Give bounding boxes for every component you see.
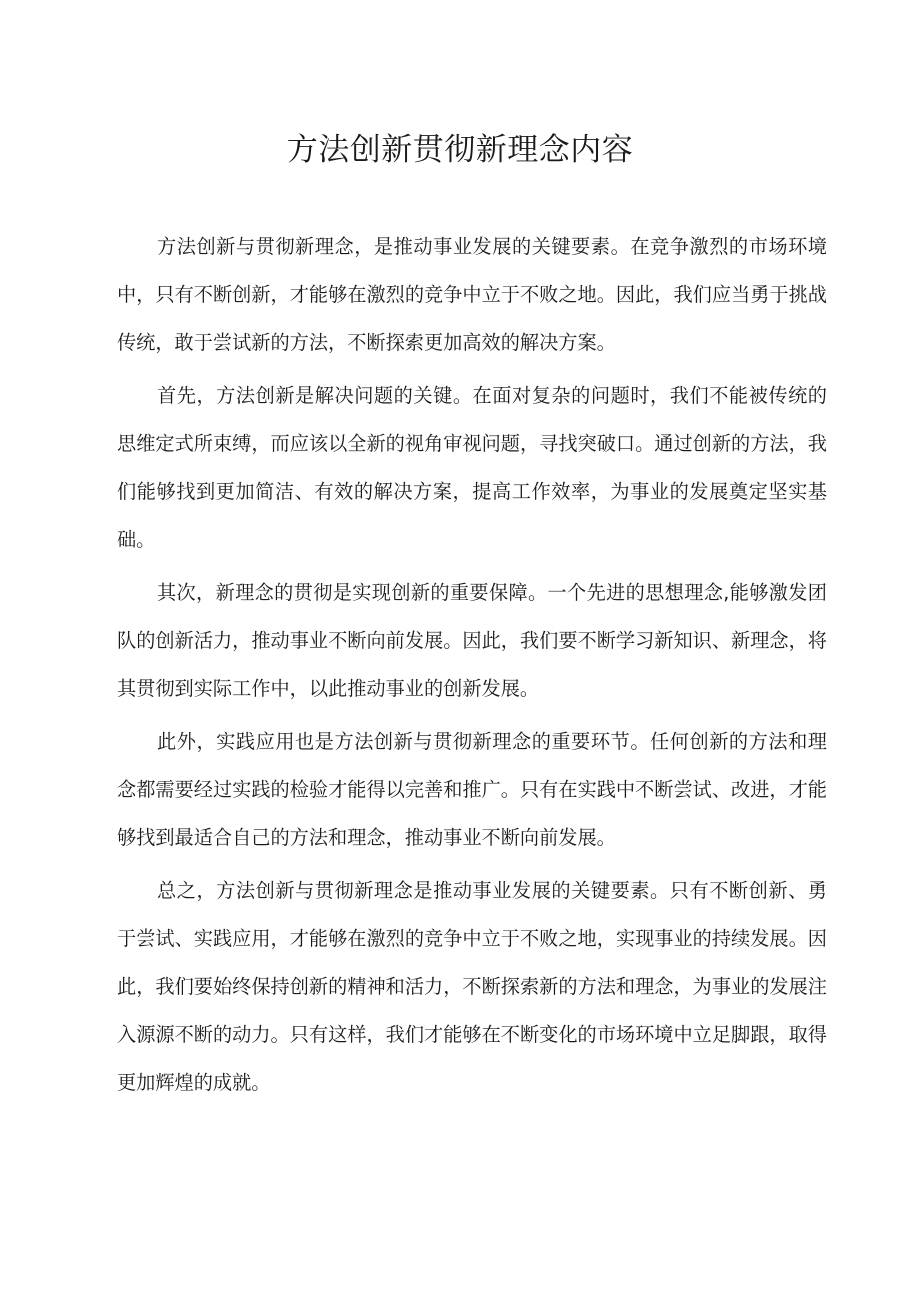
paragraph-5: 总之，方法创新与贯彻新理念是推动事业发展的关键要素。只有不断创新、勇于尝试、实践应用，才能够在激烈的竞争中立于不败之地，实现事业的持续发展。因此，我们要始终保持创新的精神和活力，不断探索新的方法和理念，为事业的发展注入源源不断的动力。只有这样，我们才能够在不断变化的市场环境中立足脚跟，取得更加辉煌的成就。 <box>117 879 827 1094</box>
paragraph-1: 方法创新与贯彻新理念，是推动事业发展的关键要素。在竞争激烈的市场环境中，只有不断创新，才能够在激烈的竞争中立于不败之地。因此，我们应当勇于挑战传统，敢于尝试新的方法，不断探索更加高效的解决方案。 <box>117 235 827 354</box>
paragraph-4: 此外，实践应用也是方法创新与贯彻新理念的重要环节。任何创新的方法和理念都需要经过实践的检验才能得以完善和推广。只有在实践中不断尝试、改进，才能够找到最适合自己的方法和理念，推动事业不断向前发展。 <box>117 730 827 849</box>
document-body <box>117 223 827 1107</box>
document-title: 方法创新贯彻新理念内容 <box>286 132 634 168</box>
paragraph-3: 其次，新理念的贯彻是实现创新的重要保障。一个先进的思想理念,能够激发团队的创新活力，推动事业不断向前发展。因此，我们要不断学习新知识、新理念，将其贯彻到实际工作中，以此推动事业的创新发展。 <box>117 581 827 700</box>
paragraph-2: 首先，方法创新是解决问题的关键。在面对复杂的问题时，我们不能被传统的思维定式所束缚，而应该以全新的视角审视问题，寻找突破口。通过创新的方法，我们能够找到更加简洁、有效的解决方案，提高工作效率，为事业的发展奠定坚实基础。 <box>117 384 827 551</box>
